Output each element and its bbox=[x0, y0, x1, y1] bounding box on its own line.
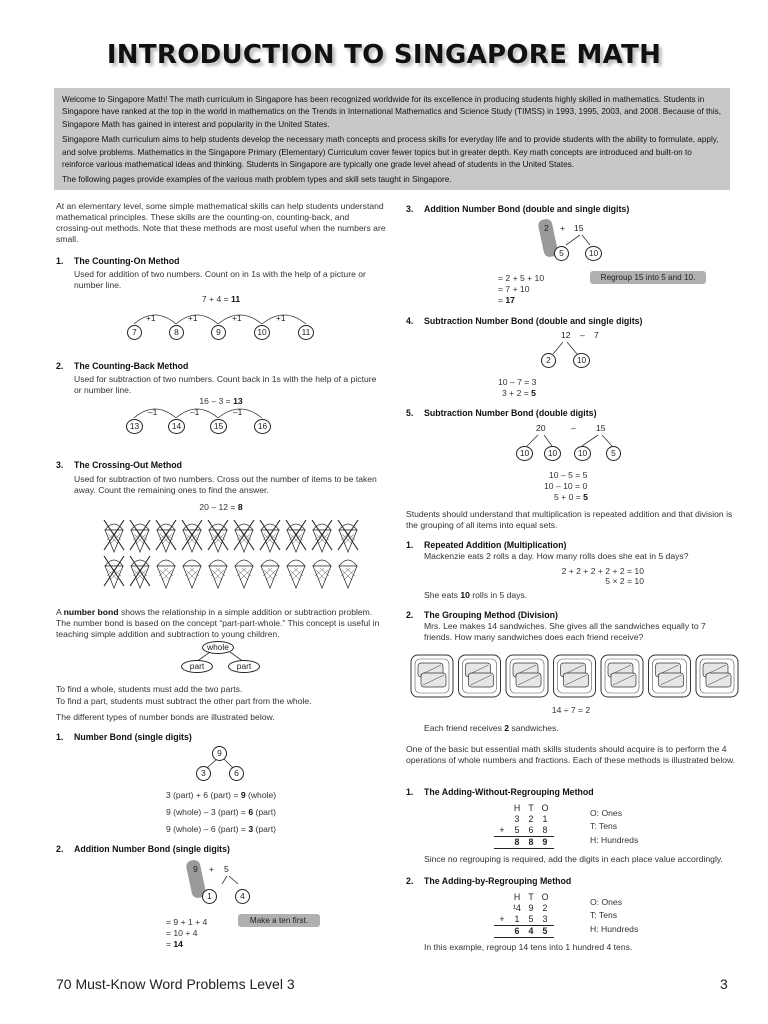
sum-digit: 5 bbox=[542, 926, 548, 936]
bond-equation-2: 9 (whole) – 3 (part) = 6 (part) bbox=[165, 807, 277, 817]
digit: 3 bbox=[514, 814, 520, 824]
number-bond-intro: A number bond shows the relationship in a simple addition or subtraction problem. The number bond is based on the concept “part-part-whole.” This concept is useful in teaching simple addition and subtraction to young children. bbox=[56, 607, 380, 639]
sandwich-plate bbox=[696, 655, 738, 697]
bond-part: 3 bbox=[196, 766, 211, 781]
sum-digit: 4 bbox=[528, 926, 534, 936]
intro-paragraph-3: The following pages provide examples of the various math problem types and skill sets taught in Singapore. bbox=[62, 175, 452, 185]
number-node: 9 bbox=[211, 325, 226, 340]
sum-digit: 9 bbox=[542, 837, 548, 847]
counting-on-equation: 7 + 4 = 11 bbox=[201, 294, 241, 304]
note-badge: Regroup 15 into 5 and 10. bbox=[590, 271, 706, 284]
addend-a: 2 bbox=[544, 223, 549, 233]
digit: ¹4 bbox=[513, 903, 521, 913]
number-node: 15 bbox=[210, 419, 227, 434]
work-line-1: = 9 + 1 + 4 bbox=[166, 917, 208, 927]
addend-b: 15 bbox=[574, 223, 584, 233]
digit: 9 bbox=[528, 903, 534, 913]
repeated-addition-answer: She eats 10 rolls in 5 days. bbox=[424, 590, 528, 600]
work-line-2: = 7 + 10 bbox=[498, 284, 530, 294]
repeated-addition-question: Mackenzie eats 2 rolls a day. How many rolls does she eat in 5 days? bbox=[424, 551, 689, 561]
digit: 8 bbox=[542, 825, 548, 835]
bond-part: 5 bbox=[606, 446, 621, 461]
repeated-addition-heading: 1. Repeated Addition (Multiplication) bbox=[406, 540, 567, 550]
place-header: T bbox=[528, 892, 534, 902]
arc-label: +1 bbox=[146, 313, 156, 323]
repeated-addition-eq1: 2 + 2 + 2 + 2 + 2 = 10 bbox=[561, 566, 644, 576]
crossing-out-desc: Used for subtraction of two numbers. Cross out the number of items to be taken away. Count the remaining ones to find the answer. bbox=[74, 474, 377, 495]
plus-sign: + bbox=[209, 864, 215, 874]
work-line-3: 5 + 0 = 5 bbox=[554, 492, 588, 502]
arc-label: –1 bbox=[233, 407, 243, 417]
left-intro-paragraph: At an elementary level, some simple mathematical skills can help students understand mathematical principles. These skills are the counting-on, counting-back, and crossing-out methods. Note that these methods are most useful when the numbers are small. bbox=[56, 201, 386, 244]
digit: 1 bbox=[542, 814, 548, 824]
number-node: 11 bbox=[298, 325, 314, 340]
subtraction-bond-heading: 4. Subtraction Number Bond (double and single digits) bbox=[406, 316, 643, 326]
arc-label: –1 bbox=[148, 407, 158, 417]
bond-part: 10 bbox=[585, 246, 602, 261]
intro-paragraph-1: Welcome to Singapore Math! The math curriculum in Singapore has been recognized worldwide for its excellence in producing students highly skilled in mathematics. Students in Singapore have ranked at the top in the world in mathematics on the Trends in International Mathematics and Science Study (TIMSS) in 1993, 1995, 2003, and 2008. Because of this, Singapore Math has gained in interest and popularity in the United States. bbox=[62, 95, 722, 129]
bond-equation-3: 9 (whole) – 6 (part) = 3 (part) bbox=[165, 824, 277, 834]
plus-sign: + bbox=[499, 825, 505, 835]
addend-a: 9 bbox=[193, 864, 198, 874]
work-line-2: 3 + 2 = 5 bbox=[502, 388, 536, 398]
regroup-note-2: In this example, regroup 14 tens into 1 hundred 4 tens. bbox=[424, 942, 633, 952]
digit: 5 bbox=[528, 914, 534, 924]
page-number: 3 bbox=[720, 976, 728, 992]
place-header: O bbox=[541, 803, 549, 813]
bond-part: 10 bbox=[544, 446, 561, 461]
adding-by-regrouping-heading: 2. The Adding-by-Regrouping Method bbox=[406, 876, 572, 886]
page-title: INTRODUCTION TO SINGAPORE MATH bbox=[106, 40, 662, 70]
bond-whole: 9 bbox=[212, 746, 227, 761]
part-oval: part bbox=[181, 660, 213, 673]
sum-underline bbox=[494, 848, 554, 849]
work-line-1: = 2 + 5 + 10 bbox=[498, 273, 545, 283]
part-oval: part bbox=[228, 660, 260, 673]
work-line-2: 10 – 10 = 0 bbox=[544, 481, 588, 491]
number-node: 10 bbox=[254, 325, 270, 340]
number-node: 7 bbox=[127, 325, 142, 340]
note-badge: Make a ten first. bbox=[238, 914, 320, 927]
arc-label: +1 bbox=[276, 313, 286, 323]
counting-on-heading: 1. The Counting-On Method bbox=[56, 256, 180, 266]
plus-sign: + bbox=[499, 914, 505, 924]
sandwich-plate bbox=[601, 655, 643, 697]
bond-equation-1: 3 (part) + 6 (part) = 9 (whole) bbox=[165, 790, 277, 800]
repeated-addition-eq2: 5 × 2 = 10 bbox=[605, 576, 644, 586]
sandwich-plate bbox=[506, 655, 548, 697]
place-header: O bbox=[541, 892, 549, 902]
sum-digit: 6 bbox=[514, 926, 520, 936]
addition-bond-heading: 2. Addition Number Bond (single digits) bbox=[56, 844, 230, 854]
operations-intro: One of the basic but essential math skills students should acquire is to perform the 4 operations of whole numbers and fractions. Each of these methods is illustrated below. bbox=[406, 744, 736, 765]
grouping-equation: 14 ÷ 7 = 2 bbox=[551, 705, 591, 715]
bond-part: 2 bbox=[541, 353, 556, 368]
number-node: 16 bbox=[254, 419, 271, 434]
subtraction-bond-double-heading: 5. Subtraction Number Bond (double digits) bbox=[406, 408, 597, 418]
number-node: 13 bbox=[126, 419, 143, 434]
legend-tens: T: Tens bbox=[590, 821, 618, 831]
legend-hundreds: H: Hundreds bbox=[590, 924, 639, 934]
book-title-footer: 70 Must-Know Word Problems Level 3 bbox=[56, 976, 295, 992]
sandwich-plate bbox=[411, 655, 453, 697]
digit: 2 bbox=[528, 814, 534, 824]
arc-label: +1 bbox=[232, 313, 242, 323]
work-line-1: 10 – 7 = 3 bbox=[498, 377, 537, 387]
subtrahend: 7 bbox=[594, 330, 599, 340]
minus-sign: – bbox=[580, 330, 585, 340]
place-header: T bbox=[528, 803, 534, 813]
legend-tens: T: Tens bbox=[590, 910, 618, 920]
arc-label: –1 bbox=[190, 407, 200, 417]
bond-part: 4 bbox=[235, 889, 250, 904]
crossing-out-equation: 20 – 12 = 8 bbox=[199, 502, 243, 512]
sum-digit: 8 bbox=[528, 837, 534, 847]
grouping-heading: 2. The Grouping Method (Division) bbox=[406, 610, 558, 620]
bond-part: 10 bbox=[574, 446, 591, 461]
multiplication-intro: Students should understand that multiplication is repeated addition and that division is the grouping of all items into equal sets. bbox=[406, 509, 733, 530]
digit: 5 bbox=[514, 825, 520, 835]
digit: 2 bbox=[542, 903, 548, 913]
bond-part: 1 bbox=[202, 889, 217, 904]
minus-sign: – bbox=[571, 423, 576, 433]
place-header: H bbox=[513, 892, 521, 902]
work-line-1: 10 – 5 = 5 bbox=[549, 470, 588, 480]
minuend: 12 bbox=[561, 330, 571, 340]
bond-part: 6 bbox=[229, 766, 244, 781]
counting-on-desc: Used for addition of two numbers. Count on in 1s with the help of a picture or number line. bbox=[74, 269, 366, 290]
bond-part: 5 bbox=[554, 246, 569, 261]
legend-ones: O: Ones bbox=[590, 897, 622, 907]
sum-digit: 8 bbox=[514, 837, 520, 847]
find-part-text: To find a part, students must subtract the other part from the whole. bbox=[56, 696, 312, 706]
legend-ones: O: Ones bbox=[590, 808, 622, 818]
counting-back-desc: Used for subtraction of two numbers. Count back in 1s with the help of a picture or number line. bbox=[74, 374, 377, 395]
whole-oval: whole bbox=[202, 641, 234, 654]
work-line-3: = 17 bbox=[498, 295, 515, 305]
plus-sign: + bbox=[560, 223, 566, 233]
place-header: H bbox=[513, 803, 521, 813]
bond-part: 10 bbox=[516, 446, 533, 461]
digit: 6 bbox=[528, 825, 534, 835]
sum-underline bbox=[494, 937, 554, 938]
sandwich-plate bbox=[554, 655, 596, 697]
grouping-question: Mrs. Lee makes 14 sandwiches. She gives all the sandwiches equally to 7 friends. How many sandwiches does each friend receive? bbox=[424, 621, 706, 642]
bond-part: 10 bbox=[573, 353, 590, 368]
bond-types-text: The different types of number bonds are illustrated below. bbox=[56, 712, 275, 722]
adding-without-regrouping-heading: 1. The Adding-Without-Regrouping Method bbox=[406, 787, 594, 797]
grouping-answer: Each friend receives 2 sandwiches. bbox=[424, 723, 559, 733]
subtrahend: 15 bbox=[596, 423, 606, 433]
number-node: 14 bbox=[168, 419, 185, 434]
arc-label: +1 bbox=[188, 313, 198, 323]
legend-hundreds: H: Hundreds bbox=[590, 835, 639, 845]
counting-back-heading: 2. The Counting-Back Method bbox=[56, 361, 189, 371]
number-node: 8 bbox=[169, 325, 184, 340]
addition-bond-double-heading: 3. Addition Number Bond (double and single digits) bbox=[406, 204, 630, 214]
sandwich-plate bbox=[649, 655, 691, 697]
digit: 1 bbox=[514, 914, 520, 924]
crossing-out-heading: 3. The Crossing-Out Method bbox=[56, 460, 182, 470]
minuend: 20 bbox=[536, 423, 546, 433]
number-bond-heading: 1. Number Bond (single digits) bbox=[56, 732, 192, 742]
work-line-2: = 10 + 4 bbox=[166, 928, 198, 938]
digit: 3 bbox=[542, 914, 548, 924]
counting-back-equation: 16 – 3 = 13 bbox=[199, 396, 243, 406]
sandwich-plate bbox=[459, 655, 501, 697]
regroup-note-1: Since no regrouping is required, add the digits in each place value accordingly. bbox=[424, 854, 723, 864]
intro-paragraph-2: Singapore Math curriculum aims to help students develop the necessary math concepts and process skills for everyday life and to provide students with the ability to formulate, apply, and solve problems. Mathematics in the Singapore Primary (Elementary) Curriculum cover fewer topics but in greater depth. Key math concepts are introduced and built-on to reinforce various mathematical ideas and thinking. Students in Singapore are typically one grade level ahead of students in the United States. bbox=[62, 135, 719, 170]
work-line-3: = 14 bbox=[166, 939, 183, 949]
find-whole-text: To find a whole, students must add the two parts. bbox=[56, 684, 243, 694]
addend-b: 5 bbox=[224, 864, 229, 874]
